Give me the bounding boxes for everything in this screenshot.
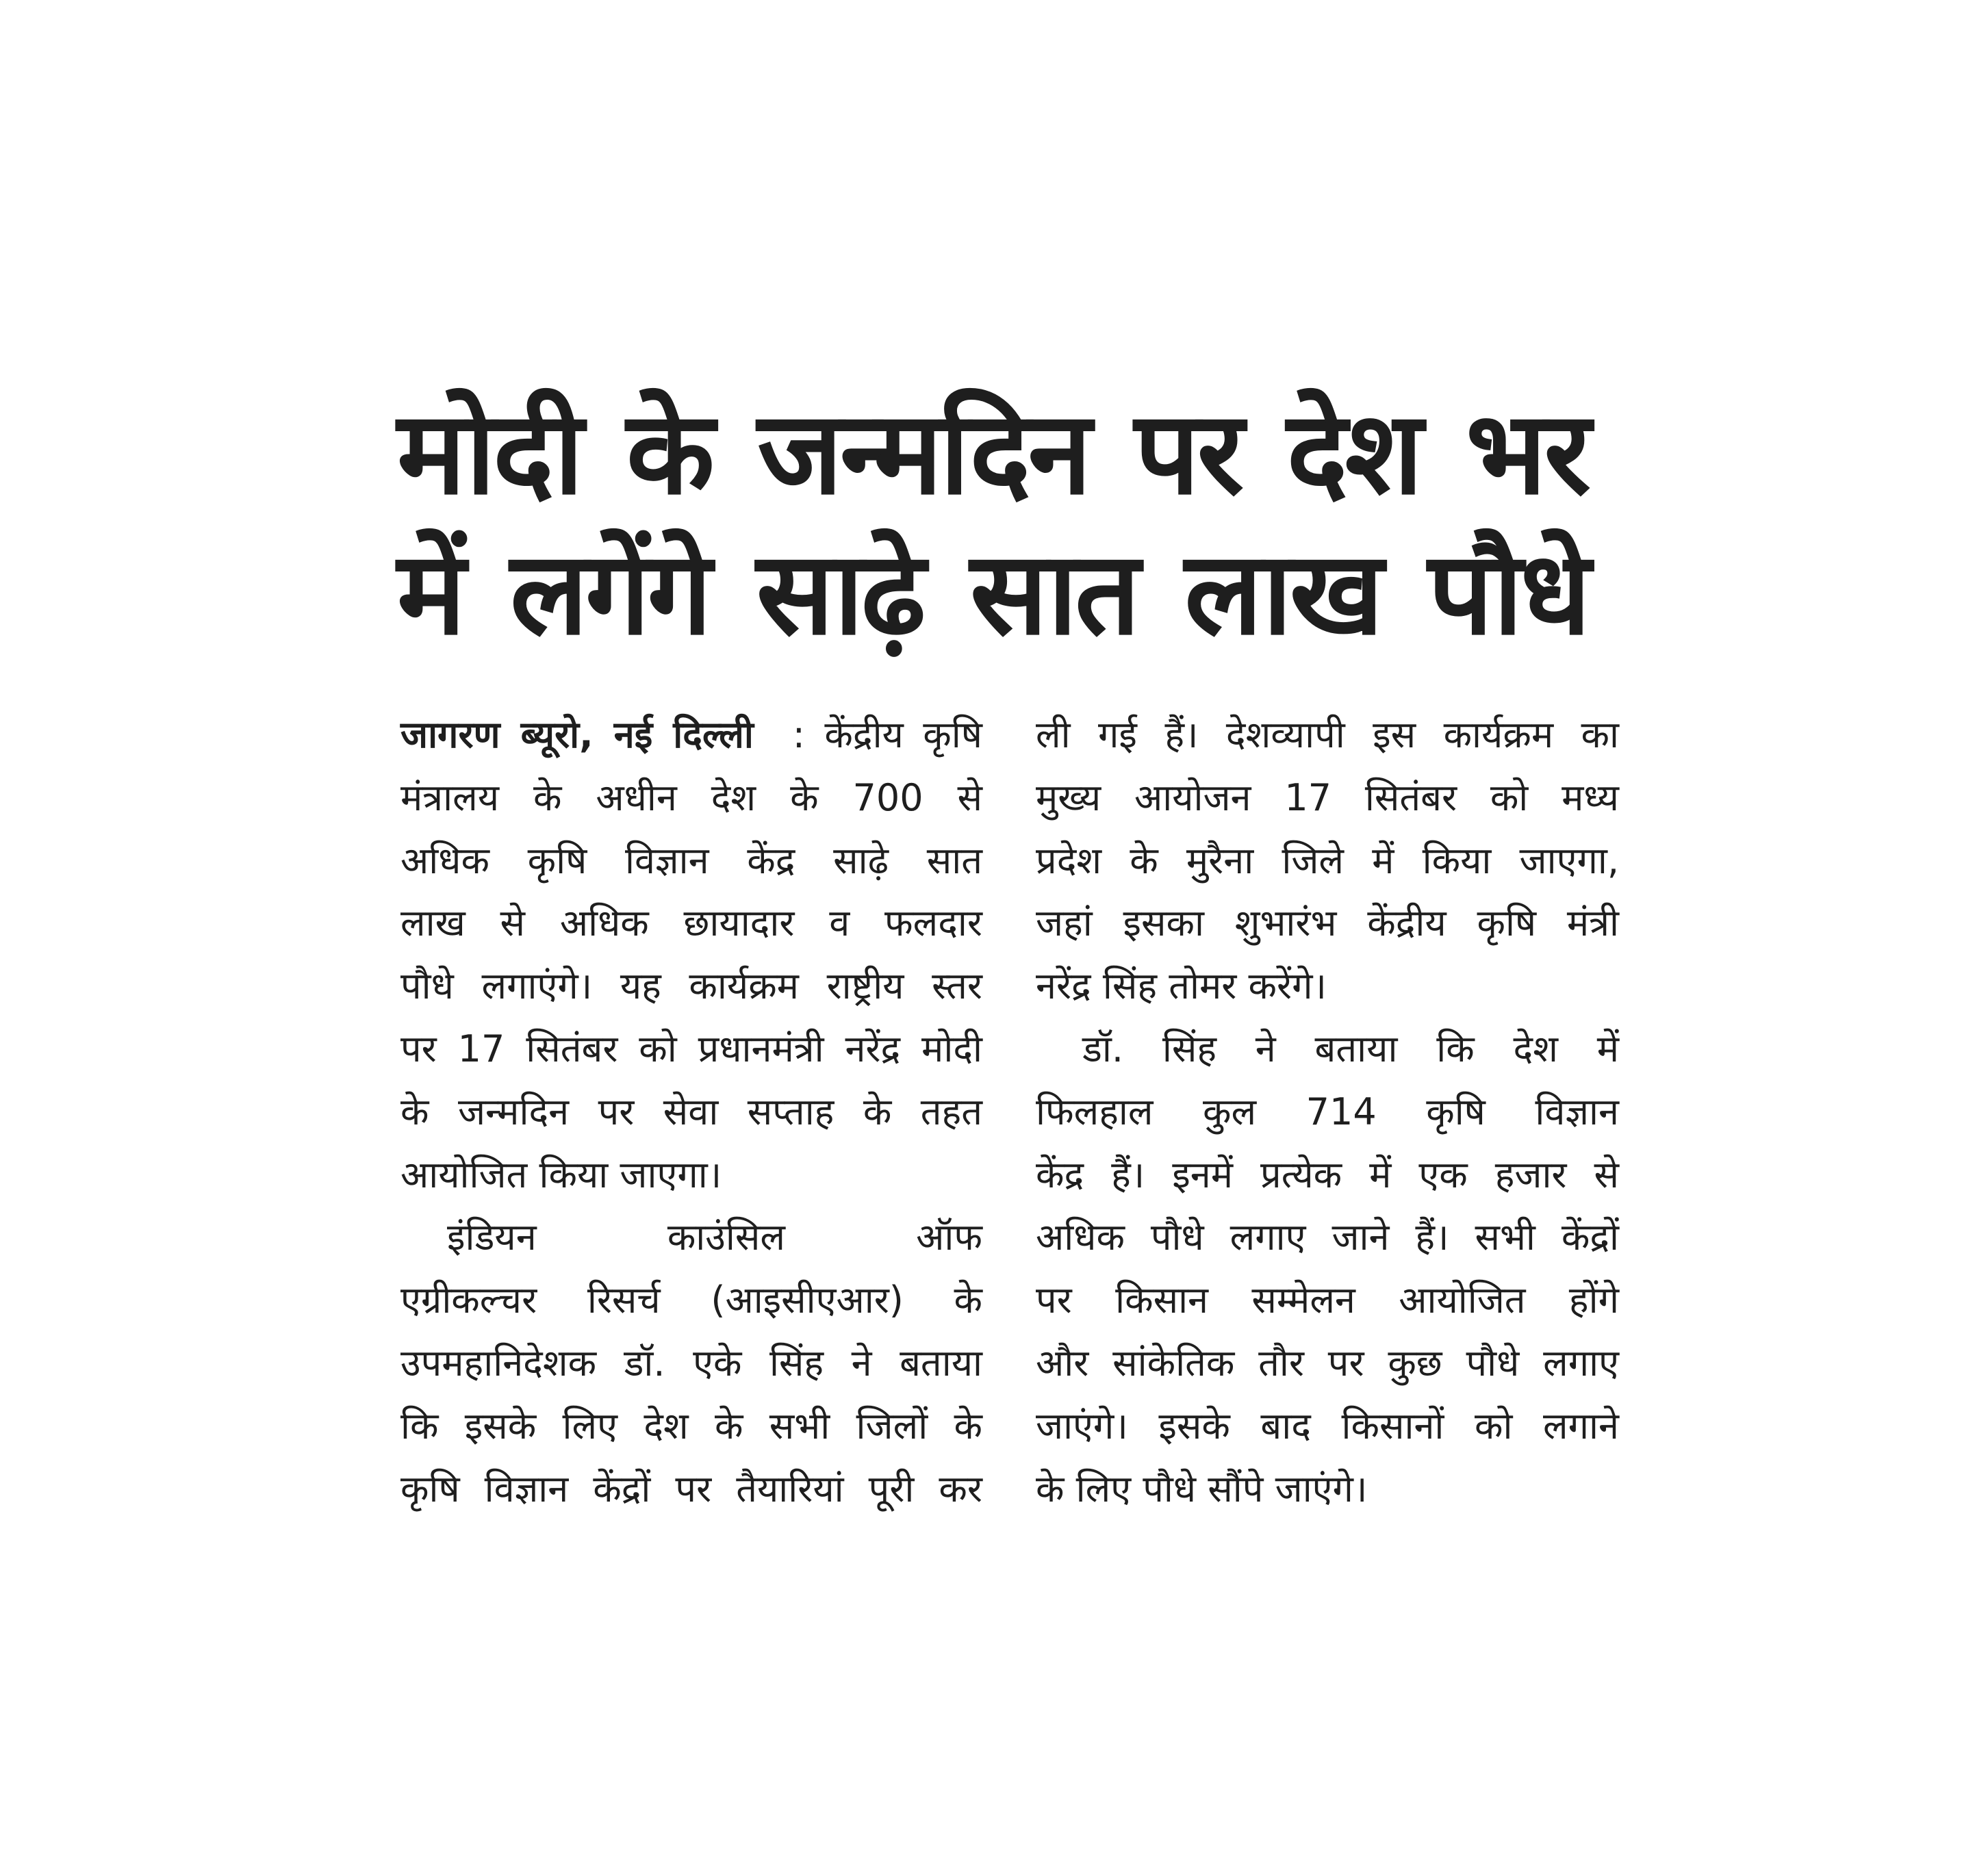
body-line: पौधे लगाएंगे। यह कार्यक्रम राष्ट्रीय स्तर (400, 964, 982, 1008)
body-line (400, 704, 982, 767)
body-column-right (1036, 704, 1619, 1520)
dateline-source: जागरण ब्यूरो, नई दिल्ली (400, 713, 754, 756)
headline-line-1: मोदी के जन्मदिन पर देश भर (397, 386, 1588, 520)
dateline-separator: : (792, 713, 805, 756)
body-line: प्रदेश के मुरैना जिले में किया जाएगा, (1036, 838, 1619, 882)
body-line: इंडियन काउंसिल ऑफ (447, 1216, 982, 1259)
body-line: मुख्य आयोजन 17 सितंबर को मध्य (1036, 775, 1619, 819)
body-line-text: केंद्रीय कृषि (824, 713, 982, 756)
body-line: जाएंगे। इसके बाद किसानों को लगाने (1036, 1404, 1619, 1448)
body-line: ली गई हैं। देशव्यापी इस कार्यक्रम का (1036, 713, 1619, 756)
body-line: लाख से अधिक छायादार व फलदार (400, 901, 982, 945)
body-line: के लिए पौधे सौंपे जाएंगे। (1036, 1467, 1368, 1510)
body-line: और सांकेतिक तौर पर कुछ पौधे लगाए (1036, 1341, 1619, 1385)
body-line: मंत्रालय के अधीन देश के 700 से (400, 775, 982, 819)
body-line: पर 17 सितंबर को प्रधानमंत्री नरेंद्र मोदी (400, 1027, 982, 1070)
body-line: नरेंद्र सिंह तोमर करेंगे। (1036, 964, 1327, 1008)
body-line: एग्रीकल्चर रिसर्च (आइसीएआर) के (400, 1278, 982, 1322)
body-line: कि इसके लिए देश के सभी जिलों के (400, 1404, 982, 1448)
body-line: अधिक कृषि विज्ञान केंद्र साढ़े सात (400, 838, 982, 882)
body-line: पर किसान सम्मेलन आयोजित होंगे (1036, 1278, 1619, 1322)
body-line: आयोजित किया जाएगा। (400, 1153, 722, 1196)
headline (397, 383, 1588, 664)
body-column-left (400, 704, 982, 1520)
headline-line-2: में लगेंगे साढ़े सात लाख पौधे (397, 526, 1588, 660)
body-line: अधिक पौधे लगाए जाने हैं। सभी केंद्रों (1036, 1216, 1619, 1259)
body-line: फिलहाल कुल 714 कृषि विज्ञान (1036, 1090, 1619, 1133)
body-line: उपमहानिदेशक डॉ. एके सिंह ने बताया (400, 1341, 982, 1385)
body-line: के जन्मदिन पर सेवा सप्ताह के तहत (400, 1090, 982, 1133)
body-line: केंद्र हैं। इनमें प्रत्येक में एक हजार से (1036, 1153, 1619, 1196)
body-line: कृषि विज्ञान केंद्रों पर तैयारियां पूरी कर (400, 1467, 982, 1510)
body-line: जहां इसका शुभारंभ केंद्रीय कृषि मंत्री (1036, 901, 1619, 945)
body-line: डॉ. सिंह ने बताया कि देश में (1082, 1027, 1619, 1070)
